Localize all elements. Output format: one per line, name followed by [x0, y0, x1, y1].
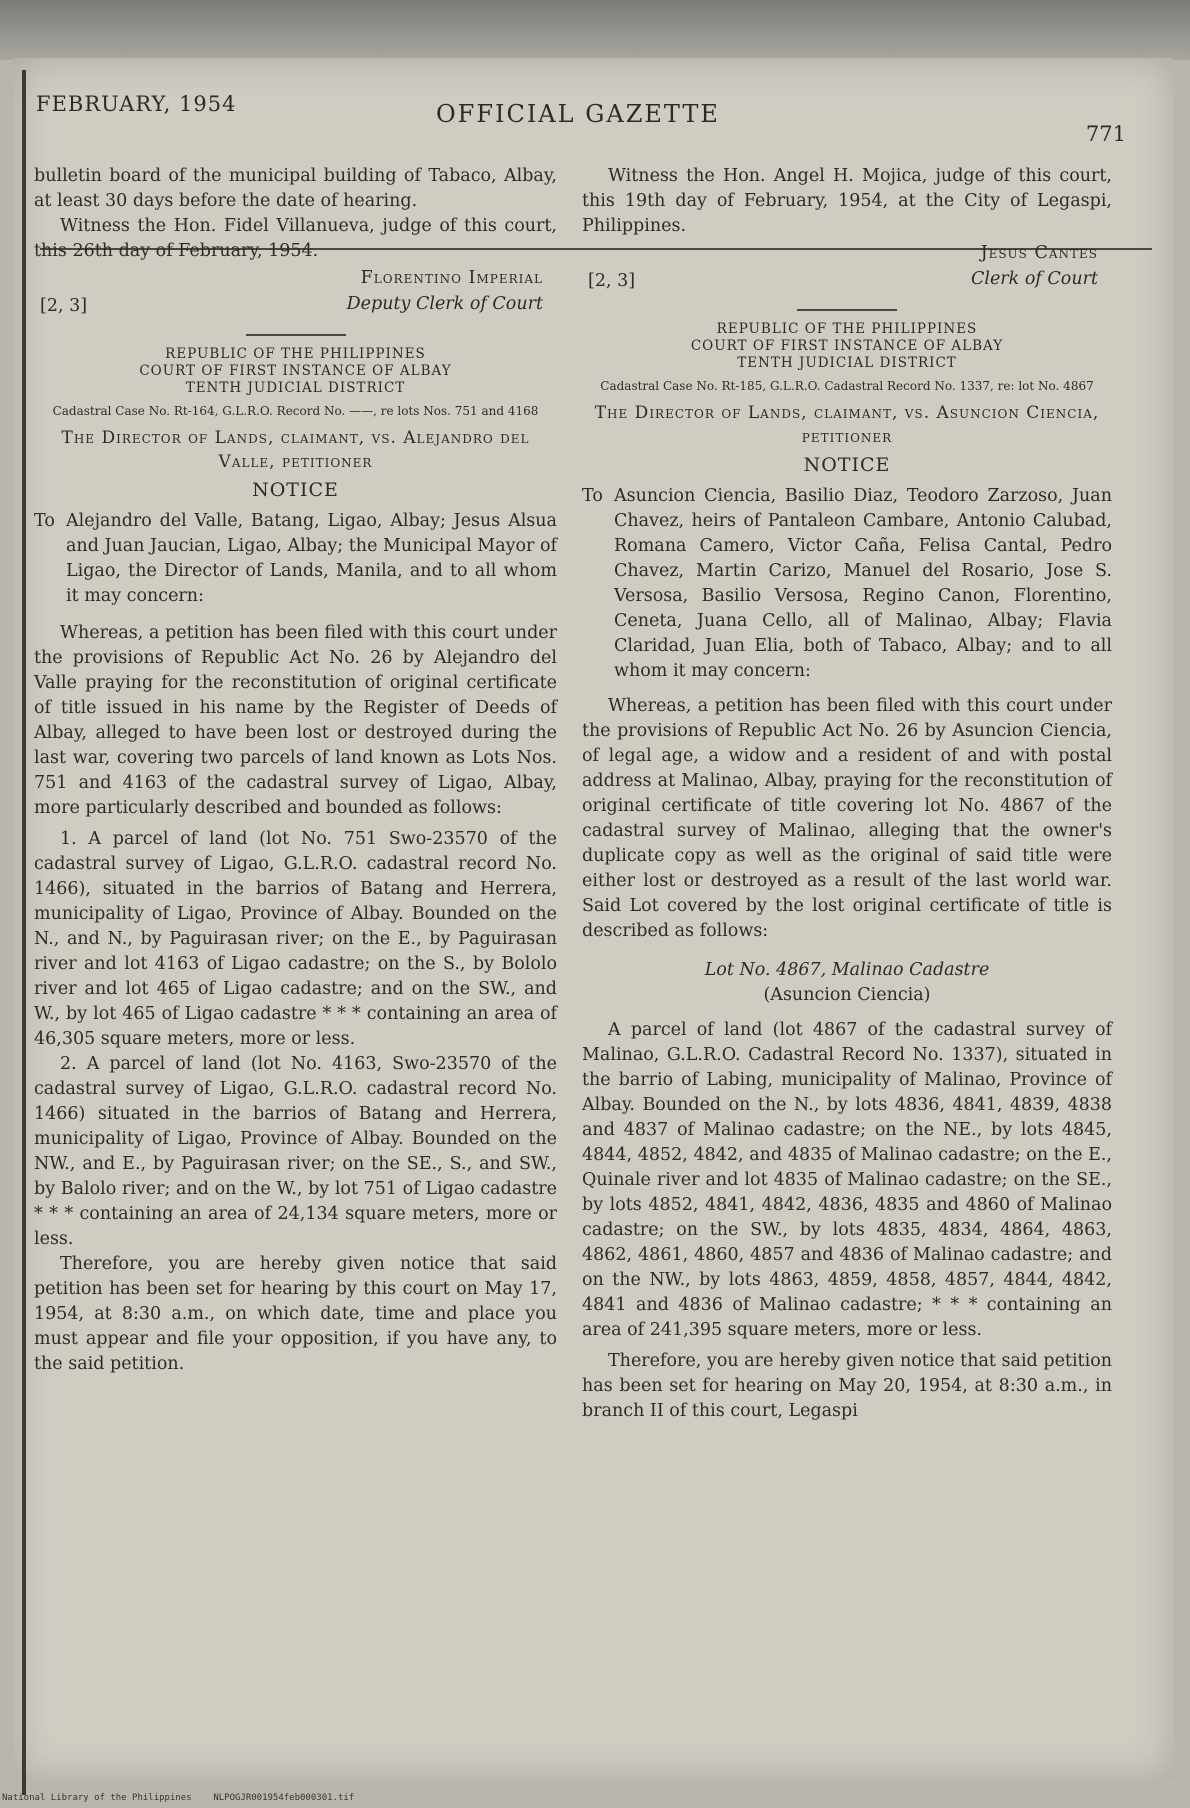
- court-line-3: TENTH JUDICIAL DISTRICT: [737, 355, 957, 371]
- page-number: 771: [1085, 122, 1126, 146]
- header-date: FEBRUARY, 1954: [36, 92, 237, 116]
- signature-block: [34, 264, 557, 326]
- parcel-1-description: 1. A parcel of land (lot No. 751 Swo-23570 of the cadastral survey of Ligao, G.L.R.O. cadastral record No. 1466), situated in the barrios of Batang and Herrera, municipality of Ligao, Province of Albay. Bounded on the N., and N., by Paguirasan river; on the E., by Paguirasan river and lot 4163 of Ligao cadastre; on the S., by Bololo river and lot 465 of Ligao cadastre; and on the SW., and W., by lot 465 of Ligao cadastre * * * containing an area of 46,305 square meters, more or less.: [34, 829, 557, 1049]
- parcel-2-description: 2. A parcel of land (lot No. 4163, Swo-23570 of the cadastral survey of Ligao, G.L.R.O. cadastral record No. 1466) situated in the barrios of Batang and Herrera, municipality of Ligao, Province of Albay. Bounded on the NW., and E., by Paguirasan river; on the SE., S., and SW., by Balolo river; and on the W., by lot 751 of Ligao cadastre * * * containing an area of 24,134 square meters, more or less.: [34, 1054, 557, 1249]
- case-parties: The Director of Lands, claimant, vs. Alejandro del Valle, petitioner: [61, 428, 530, 472]
- section-divider: [797, 309, 897, 311]
- court-heading: [582, 321, 1112, 372]
- issue-number: [2, 3]: [588, 271, 636, 291]
- section-divider: [246, 334, 346, 336]
- witness-paragraph: Witness the Hon. Fidel Villanueva, judge of this court, this 26th day of February, 1954.: [34, 216, 557, 261]
- court-line-3: TENTH JUDICIAL DISTRICT: [185, 380, 406, 396]
- addressees: [582, 484, 1112, 684]
- court-line-2: COURT OF FIRST INSTANCE OF ALBAY: [139, 363, 452, 379]
- issue-number: [2, 3]: [40, 296, 88, 316]
- signatory-name: Florentino Imperial: [360, 268, 543, 288]
- signature-block: [582, 239, 1112, 301]
- to-label: To: [34, 511, 55, 531]
- page-header: [36, 92, 1126, 152]
- notice-title: NOTICE: [252, 479, 339, 501]
- to-label: To: [582, 486, 603, 506]
- therefore-paragraph: Therefore, you are hereby given notice that said petition has been set for hearing by this court on May 17, 1954, at 8:30 a.m., on which date, time and place you must appear and file your opposition, if you have any, to the said petition.: [34, 1254, 557, 1374]
- lot-title: Lot No. 4867, Malinao Cadastre: [704, 960, 990, 980]
- binding-edge: [22, 70, 26, 1795]
- court-line-1: REPUBLIC OF THE PHILIPPINES: [165, 346, 426, 362]
- notice-title: NOTICE: [803, 454, 891, 476]
- signatory-role: Deputy Clerk of Court: [346, 294, 543, 314]
- left-column: [34, 164, 557, 1377]
- witness-paragraph: Witness the Hon. Angel H. Mojica, judge of this court, this 19th day of February, 1954, at the City of Legaspi, Philippines.: [582, 166, 1112, 236]
- court-heading: [34, 346, 557, 397]
- lot-owner: (Asuncion Ciencia): [763, 985, 931, 1005]
- whereas-paragraph: Whereas, a petition has been filed with this court under the provisions of Republic Act No. 26 by Alejandro del Valle praying for the reconstitution of original certificate of title issued in his name by the Register of Deeds of Albay, alleged to have been lost or destroyed during the last war, covering two parcels of land known as Lots Nos. 751 and 4163 of the cadastral survey of Ligao, Albay, more particularly described and bounded as follows:: [34, 623, 557, 818]
- scan-footer: National Library of the Philippines NLPOGJR001954feb000301.tif: [2, 1793, 355, 1803]
- signatory-name: Jesus Cantes: [980, 243, 1098, 263]
- whereas-paragraph: Whereas, a petition has been filed with this court under the provisions of Republic Act No. 26 by Asuncion Ciencia, of legal age, a widow and a resident of and with postal address at Malinao, Albay, praying for the reconstitution of original certificate of title covering lot No. 4867 of the cadastral survey of Malinao, alleging that the owner's duplicate copy as well as the original of said title were either lost or destroyed as a result of the last world war. Said Lot covered by the lost original certificate of title is described as follows:: [582, 696, 1112, 941]
- addressees: [34, 509, 557, 609]
- court-line-2: COURT OF FIRST INSTANCE OF ALBAY: [690, 338, 1004, 354]
- header-title: OFFICIAL GAZETTE: [436, 100, 720, 128]
- continued-text: bulletin board of the municipal building of Tabaco, Albay, at least 30 days before the date of hearing.: [34, 166, 557, 211]
- addressee-list: Asuncion Ciencia, Basilio Diaz, Teodoro Zarzoso, Juan Chavez, heirs of Pantaleon Cambare, Antonio Calubad, Romana Camero, Victor Caña, Felisa Cantal, Pedro Chavez, Martin Carizo, Manuel del Rosario, Jose S. Versosa, Basilio Versosa, Regino Canon, Florentino, Ceneta, Juana Cello, all of Malinao, Albay; Flavia Claridad, Juan Elia, both of Tabaco, Albay; and to all whom it may concern:: [614, 486, 1112, 681]
- signatory-role: Clerk of Court: [970, 269, 1098, 289]
- case-record: Cadastral Case No. Rt-185, G.L.R.O. Cadastral Record No. 1337, re: lot No. 4867: [600, 379, 1094, 393]
- addressee-list: Alejandro del Valle, Batang, Ligao, Albay; Jesus Alsua and Juan Jaucian, Ligao, Albay; the Municipal Mayor of Ligao, the Director of Lands, Manila, and to all whom it may concern:: [66, 511, 557, 606]
- case-record: Cadastral Case No. Rt-164, G.L.R.O. Record No. ——, re lots Nos. 751 and 4168: [52, 404, 539, 418]
- case-parties: The Director of Lands, claimant, vs. Asuncion Ciencia, petitioner: [594, 403, 1100, 447]
- right-column: [582, 164, 1112, 1424]
- parcel-description: A parcel of land (lot 4867 of the cadastral survey of Malinao, G.L.R.O. Cadastral Record No. 1337), situated in the barrio of Labing, municipality of Malinao, Province of Albay. Bounded on the N., by lots 4836, 4841, 4839, 4838 and 4837 of Malinao cadastre; on the NE., by lots 4845, 4844, 4852, 4842, and 4835 of Malinao cadastre; on the E., Quinale river and lot 4835 of Malinao cadastre; on the SE., by lots 4852, 4841, 4842, 4836, 4835 and 4860 of Malinao cadastre; on the SW., by lots 4835, 4834, 4864, 4863, 4862, 4861, 4860, 4857 and 4836 of Malinao cadastre; and on the NW., by lots 4863, 4859, 4858, 4857, 4844, 4842, 4841 and 4836 of Malinao cadastre; * * * containing an area of 241,395 square meters, more or less.: [582, 1020, 1112, 1340]
- scanner-bar: [0, 0, 1190, 60]
- court-line-1: REPUBLIC OF THE PHILIPPINES: [716, 321, 978, 337]
- therefore-paragraph: Therefore, you are hereby given notice that said petition has been set for hearing on May 20, 1954, at 8:30 a.m., in branch II of this court, Legaspi: [582, 1351, 1112, 1421]
